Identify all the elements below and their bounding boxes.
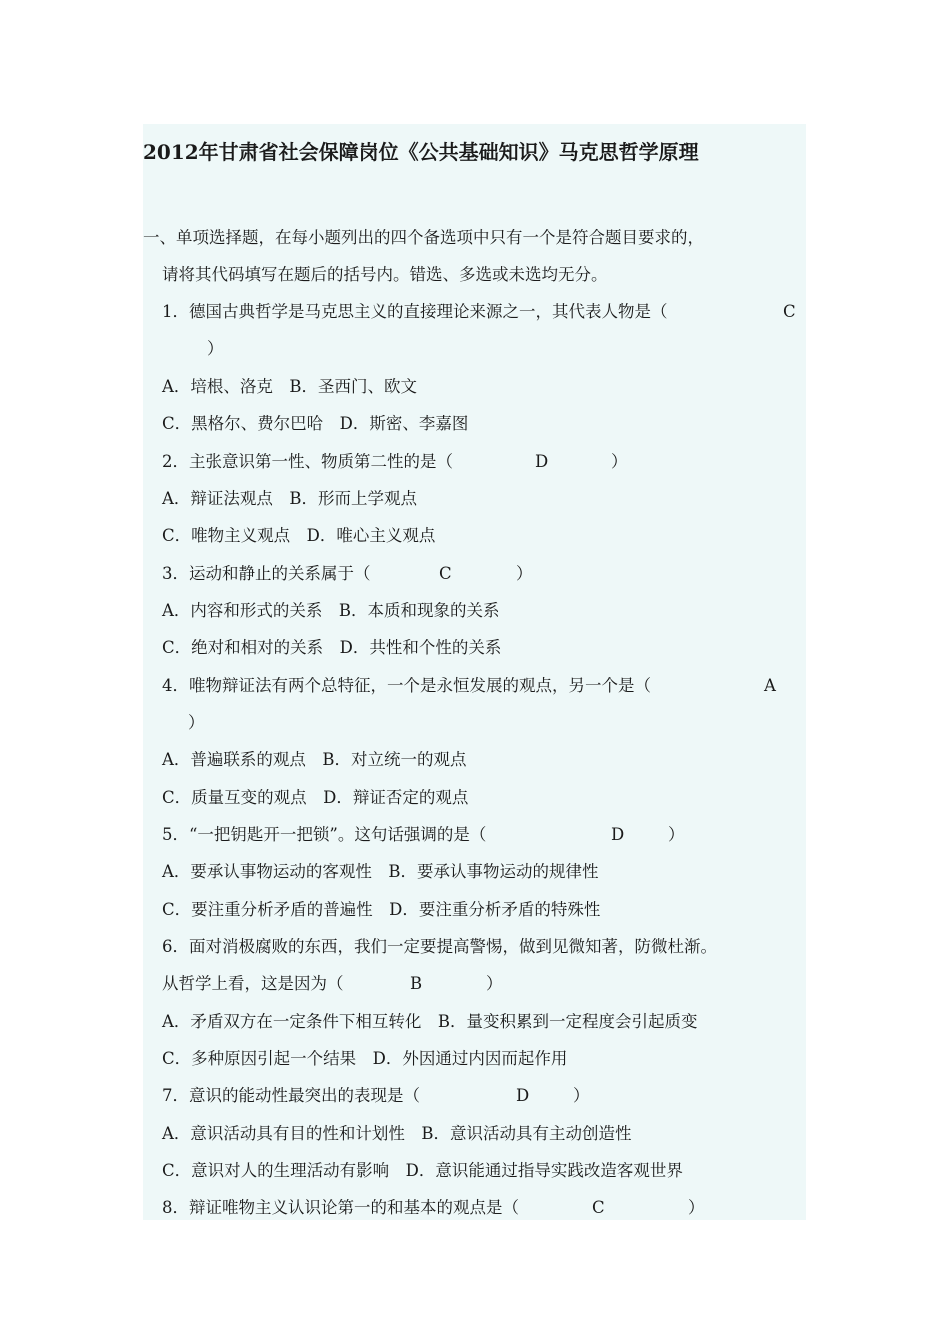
question-3-options-cd: C．绝对和相对的关系 D．共性和个性的关系 <box>162 638 502 657</box>
section-intro-line-2: 请将其代码填写在题后的括号内。错选、多选或未选均无分。 <box>162 265 608 284</box>
question-8-text: 8．辩证唯物主义认识论第一的和基本的观点是（ <box>162 1198 519 1217</box>
question-1-answer: C <box>783 302 796 321</box>
question-6-options-cd: C．多种原因引起一个结果 D．外因通过内因而起作用 <box>162 1049 568 1068</box>
question-5-close-paren: ） <box>668 825 685 844</box>
question-4-options-ab: A．普遍联系的观点 B．对立统一的观点 <box>162 750 467 769</box>
question-8-answer: C <box>592 1198 605 1217</box>
question-7-close-paren: ） <box>573 1086 590 1105</box>
document-title: 2012年甘肃省社会保障岗位《公共基础知识》马克思哲学原理 <box>143 140 699 164</box>
question-5-text: 5．“一把钥匙开一把锁”。这句话强调的是（ <box>162 825 487 844</box>
question-1-options-ab: A．培根、洛克 B．圣西门、欧文 <box>162 377 418 396</box>
question-1-text: 1．德国古典哲学是马克思主义的直接理论来源之一，其代表人物是（ <box>162 302 668 321</box>
question-6-close-paren: ） <box>486 974 503 993</box>
question-1-options-cd: C．黑格尔、费尔巴哈 D．斯密、李嘉图 <box>162 414 469 433</box>
question-6-text-line-2: 从哲学上看，这是因为（ <box>162 974 344 993</box>
question-3-answer: C <box>439 564 452 583</box>
section-intro-line-1: 一、单项选择题，在每小题列出的四个备选项中只有一个是符合题目要求的， <box>143 228 704 247</box>
question-2-close-paren: ） <box>611 452 628 471</box>
question-6-text-line-1: 6．面对消极腐败的东西，我们一定要提高警惕，做到见微知著，防微杜渐。 <box>162 937 717 956</box>
question-3-close-paren: ） <box>516 564 533 583</box>
question-4-close-paren: ） <box>188 713 205 732</box>
question-6-answer: B <box>410 974 423 993</box>
question-4-options-cd: C．质量互变的观点 D．辩证否定的观点 <box>162 788 469 807</box>
question-2-text: 2．主张意识第一性、物质第二性的是（ <box>162 452 453 471</box>
question-7-options-ab: A．意识活动具有目的性和计划性 B．意识活动具有主动创造性 <box>162 1124 632 1143</box>
question-4-answer: A <box>764 676 776 695</box>
question-2-options-cd: C．唯物主义观点 D．唯心主义观点 <box>162 526 436 545</box>
question-4-text: 4．唯物辩证法有两个总特征，一个是永恒发展的观点，另一个是（ <box>162 676 651 695</box>
question-7-text: 7．意识的能动性最突出的表现是（ <box>162 1086 420 1105</box>
question-2-options-ab: A．辩证法观点 B．形而上学观点 <box>162 489 418 508</box>
question-8-close-paren: ） <box>688 1198 705 1217</box>
question-7-options-cd: C．意识对人的生理活动有影响 D．意识能通过指导实践改造客观世界 <box>162 1161 683 1180</box>
question-3-text: 3．运动和静止的关系属于（ <box>162 564 371 583</box>
question-5-answer: D <box>611 825 625 844</box>
question-5-options-ab: A．要承认事物运动的客观性 B．要承认事物运动的规律性 <box>162 862 599 881</box>
question-6-options-ab: A．矛盾双方在一定条件下相互转化 B．量变积累到一定程度会引起质变 <box>162 1012 698 1031</box>
question-1-close-paren: ） <box>207 339 224 358</box>
question-3-options-ab: A．内容和形式的关系 B．本质和现象的关系 <box>162 601 500 620</box>
question-7-answer: D <box>516 1086 530 1105</box>
question-2-answer: D <box>535 452 549 471</box>
question-5-options-cd: C．要注重分析矛盾的普遍性 D．要注重分析矛盾的特殊性 <box>162 900 601 919</box>
